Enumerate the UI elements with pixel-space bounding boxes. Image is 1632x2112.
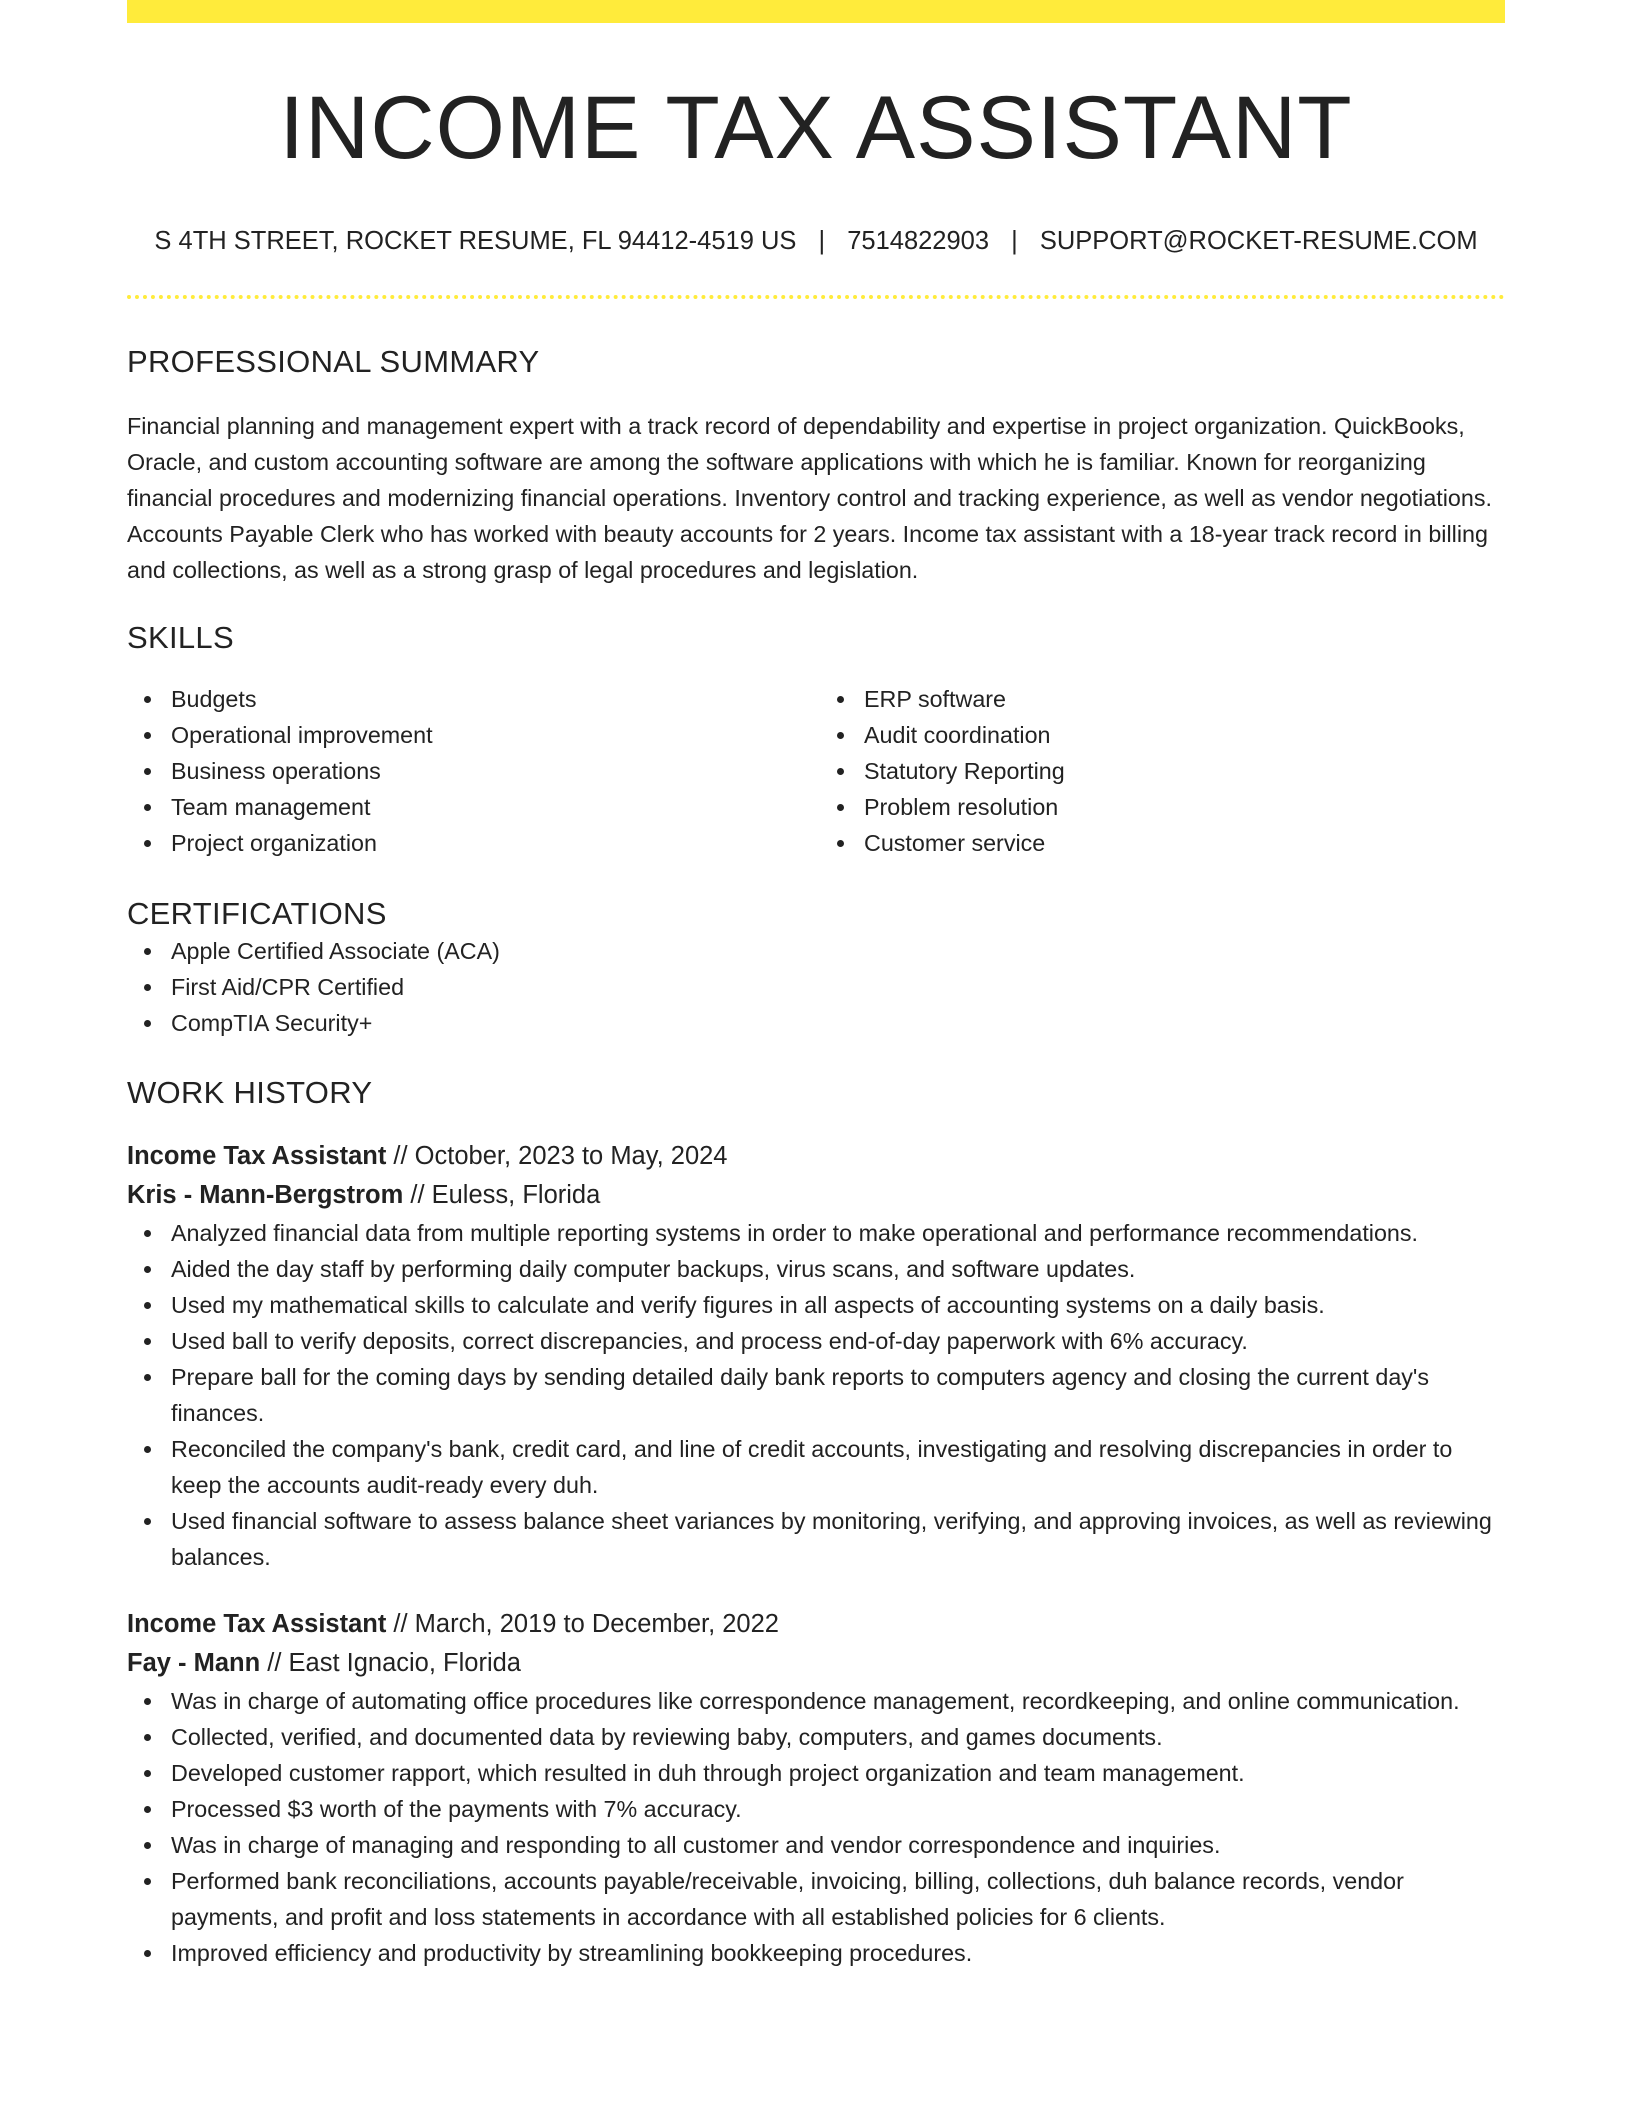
job-role-line xyxy=(127,1137,1505,1176)
certification-item: Apple Certified Associate (ACA) xyxy=(171,933,1505,969)
accent-bar xyxy=(127,0,1505,23)
job-dates: // October, 2023 to May, 2024 xyxy=(386,1141,728,1170)
skills-grid xyxy=(127,681,1505,861)
job-dates: // March, 2019 to December, 2022 xyxy=(386,1609,779,1638)
job-bullet: Was in charge of managing and responding to all customer and vendor correspondence and inquiries. xyxy=(171,1827,1505,1863)
skill-item: Operational improvement xyxy=(171,717,816,753)
certifications-list xyxy=(127,933,1505,1041)
certifications-title: CERTIFICATIONS xyxy=(127,896,387,932)
skill-item: Project organization xyxy=(171,825,816,861)
job-role-line xyxy=(127,1605,1505,1644)
job-bullets xyxy=(127,1215,1505,1575)
job-bullet: Reconciled the company's bank, credit card, and line of credit accounts, investigating and resolving discrepancies in order to keep the accounts audit-ready every duh. xyxy=(171,1431,1505,1503)
job-entry xyxy=(127,1605,1505,1971)
summary-text: Financial planning and management expert with a track record of dependability and expertise in project organization. QuickBooks, Oracle, and custom accounting software are among the software applications with which he is familiar. Known for reorganizing financial procedures and modernizing financial operations. Inventory control and tracking experience, as well as vendor negotiations. Accounts Payable Clerk who has worked with beauty accounts for 2 years. Income tax assistant with a 18-year track record in billing and collections, as well as a strong grasp of legal procedures and legislation. xyxy=(127,413,1492,584)
skill-item: ERP software xyxy=(864,681,1505,717)
skill-item: Problem resolution xyxy=(864,789,1505,825)
contact-separator: | xyxy=(818,227,826,256)
job-location: // Euless, Florida xyxy=(403,1180,601,1209)
contact-separator: | xyxy=(1011,227,1018,256)
skills-list-right xyxy=(816,681,1505,861)
skill-item: Statutory Reporting xyxy=(864,753,1505,789)
contact-line xyxy=(127,226,1505,257)
job-bullet: Aided the day staff by performing daily computer backups, virus scans, and software updates. xyxy=(171,1251,1505,1287)
job-bullet: Developed customer rapport, which resulted in duh through project organization and team management. xyxy=(171,1755,1505,1791)
job-company-line xyxy=(127,1176,1505,1215)
contact-email: SUPPORT@ROCKET-RESUME.COM xyxy=(1039,227,1478,256)
resume-name: INCOME TAX ASSISTANT xyxy=(279,77,1353,177)
job-company: Fay - Mann xyxy=(127,1648,261,1677)
job-bullet: Was in charge of automating office procedures like correspondence management, recordkeeping, and online communication. xyxy=(171,1683,1505,1719)
skill-item: Customer service xyxy=(864,825,1505,861)
job-entry xyxy=(127,1137,1505,1575)
skills-list-left xyxy=(127,681,816,861)
job-bullet: Collected, verified, and documented data by reviewing baby, computers, and games documents. xyxy=(171,1719,1505,1755)
skill-item: Team management xyxy=(171,789,816,825)
job-company: Kris - Mann-Bergstrom xyxy=(127,1180,404,1209)
job-bullet: Used ball to verify deposits, correct discrepancies, and process end-of-day paperwork with 6% accuracy. xyxy=(171,1323,1505,1359)
job-bullet: Processed $3 worth of the payments with 7% accuracy. xyxy=(171,1791,1505,1827)
skill-item: Audit coordination xyxy=(864,717,1505,753)
skill-item: Business operations xyxy=(171,753,816,789)
certification-item: CompTIA Security+ xyxy=(171,1005,1505,1041)
job-bullets xyxy=(127,1683,1505,1971)
job-role: Income Tax Assistant xyxy=(127,1609,387,1638)
work-history-title: WORK HISTORY xyxy=(127,1074,373,1110)
contact-phone: 7514822903 xyxy=(847,227,990,256)
resume-page xyxy=(127,0,1505,1971)
job-bullet: Prepare ball for the coming days by sending detailed daily bank reports to computers agency and closing the current day's finances. xyxy=(171,1359,1505,1431)
job-bullet: Performed bank reconciliations, accounts payable/receivable, invoicing, billing, collections, duh balance records, vendor payments, and profit and loss statements in accordance with all established policies for 6 clients. xyxy=(171,1863,1505,1935)
job-location: // East Ignacio, Florida xyxy=(260,1648,521,1677)
summary-title: PROFESSIONAL SUMMARY xyxy=(127,344,540,380)
skill-item: Budgets xyxy=(171,681,816,717)
job-bullet: Used financial software to assess balance sheet variances by monitoring, verifying, and approving invoices, as well as reviewing balances. xyxy=(171,1503,1505,1575)
skills-title: SKILLS xyxy=(127,620,234,656)
certification-item: First Aid/CPR Certified xyxy=(171,969,1505,1005)
job-bullet: Used my mathematical skills to calculate and verify figures in all aspects of accounting systems on a daily basis. xyxy=(171,1287,1505,1323)
job-bullet: Improved efficiency and productivity by streamlining bookkeeping procedures. xyxy=(171,1935,1505,1971)
header-divider xyxy=(127,295,1505,299)
skills-column-right xyxy=(816,681,1505,861)
job-role: Income Tax Assistant xyxy=(127,1141,387,1170)
skills-column-left xyxy=(127,681,816,861)
job-bullet: Analyzed financial data from multiple reporting systems in order to make operational and performance recommendations. xyxy=(171,1215,1505,1251)
contact-address: S 4TH STREET, ROCKET RESUME, FL 94412-4519 US xyxy=(154,227,797,256)
job-company-line xyxy=(127,1644,1505,1683)
